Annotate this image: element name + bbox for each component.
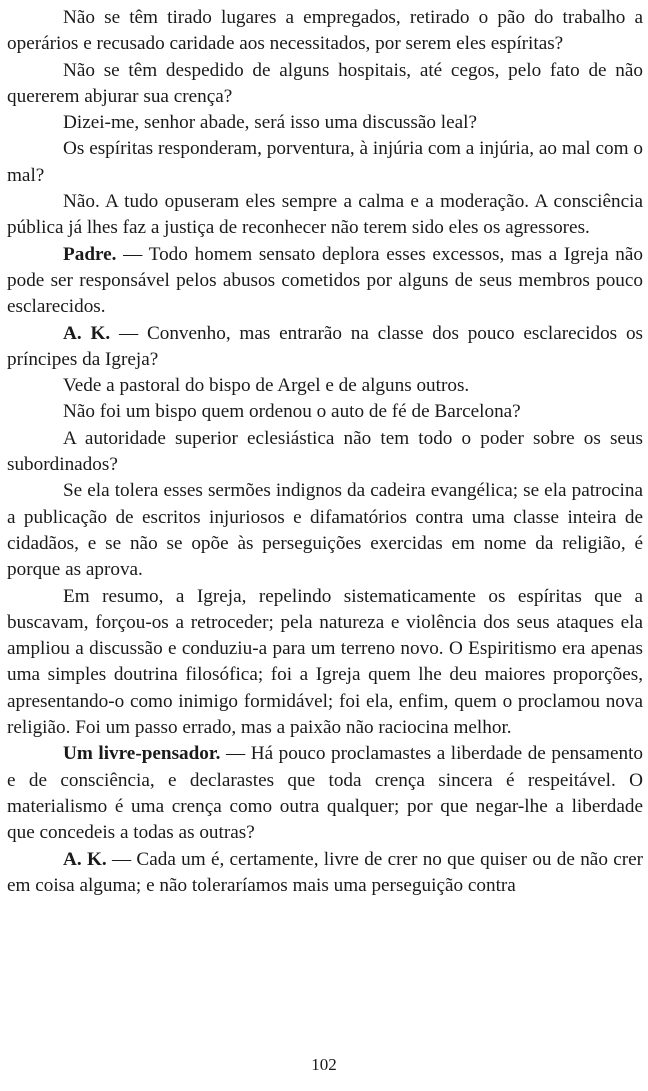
paragraph: [7, 373, 643, 399]
speaker-label: Um livre-pensador.: [63, 743, 221, 765]
paragraph-text: Se ela tolera esses sermões indignos da cadeira evangélica; se ela patrocina a publicação de escritos injuriosos e difamatórios contra uma classe inteira de cidadãos, e se não se opõe às perseguições exercidas em nome da religião, é porque as aprova.: [7, 480, 643, 581]
paragraph-text: Não se têm tirado lugares a empregados, retirado o pão do trabalho a operários e recusado caridade aos necessitados, por serem eles espíritas?: [7, 7, 643, 55]
paragraph-text: — Convenho, mas entrarão na classe dos pouco esclarecidos os príncipes da Igreja?: [7, 322, 643, 370]
paragraph-text: Vede a pastoral do bispo de Argel e de alguns outros.: [63, 375, 470, 397]
paragraph: [7, 399, 643, 425]
paragraph: [7, 478, 643, 583]
paragraph-text: Não. A tudo opuseram eles sempre a calma e a moderação. A consciência pública já lhes faz a justiça de reconhecer não terem sido eles os agressores.: [7, 191, 643, 239]
paragraph: [7, 321, 643, 374]
paragraph: [7, 242, 643, 321]
paragraph-text: — Cada um é, certamente, livre de crer no que quiser ou de não crer em coisa alguma; e não toleraríamos mais uma perseguição contra: [7, 848, 644, 896]
paragraph: [7, 847, 643, 900]
paragraph: [7, 189, 643, 242]
paragraph-text: Os espíritas responderam, porventura, à injúria com a injúria, ao mal com o mal?: [7, 138, 643, 186]
paragraph-text: Não foi um bispo quem ordenou o auto de fé de Barcelona?: [63, 401, 521, 423]
paragraph: [7, 5, 643, 58]
paragraph: [7, 741, 643, 846]
speaker-label: A. K.: [63, 322, 111, 344]
paragraph-text: — Há pouco proclamastes a liberdade de pensamento e de consciência, e declarastes que toda crença sincera é respeitável. O materialismo é uma crença como outra qualquer; por que negar-lhe a liberdade que concedeis a todas as outras?: [7, 743, 644, 844]
speaker-label: A. K.: [63, 848, 107, 870]
paragraph: [7, 584, 643, 742]
page-body: [7, 5, 643, 899]
page-number: 102: [311, 1055, 337, 1074]
paragraph-text: Dizei-me, senhor abade, será isso uma discussão leal?: [63, 112, 477, 134]
paragraph-text: A autoridade superior eclesiástica não tem todo o poder sobre os seus subordinados?: [7, 427, 643, 476]
paragraph-text: Em resumo, a Igreja, repelindo sistematicamente os espíritas que a buscavam, forçou-os a retroceder; pela natureza e violência dos seus ataques ela ampliou a discussão e conduziu-a para um terreno novo. O Espiritismo era apenas uma simples doutrina filosófica; foi a Igreja quem lhe deu maiores proporções, apresentando-o como inimigo formidável; foi ela, enfim, quem o proclamou nova religião. Foi um passo errado, mas a paixão não raciocina melhor.: [7, 585, 643, 739]
paragraph-text: Não se têm despedido de alguns hospitais, até cegos, pelo fato de não quererem abjurar sua crença?: [7, 59, 643, 107]
paragraph: [7, 58, 643, 111]
speaker-label: Padre.: [63, 243, 117, 265]
paragraph: [7, 110, 643, 136]
paragraph: [7, 426, 643, 479]
paragraph-text: — Todo homem sensato deplora esses excessos, mas a Igreja não pode ser responsável pelos abusos cometidos por alguns de seus membros pouco esclarecidos.: [7, 243, 643, 318]
paragraph: [7, 136, 643, 189]
